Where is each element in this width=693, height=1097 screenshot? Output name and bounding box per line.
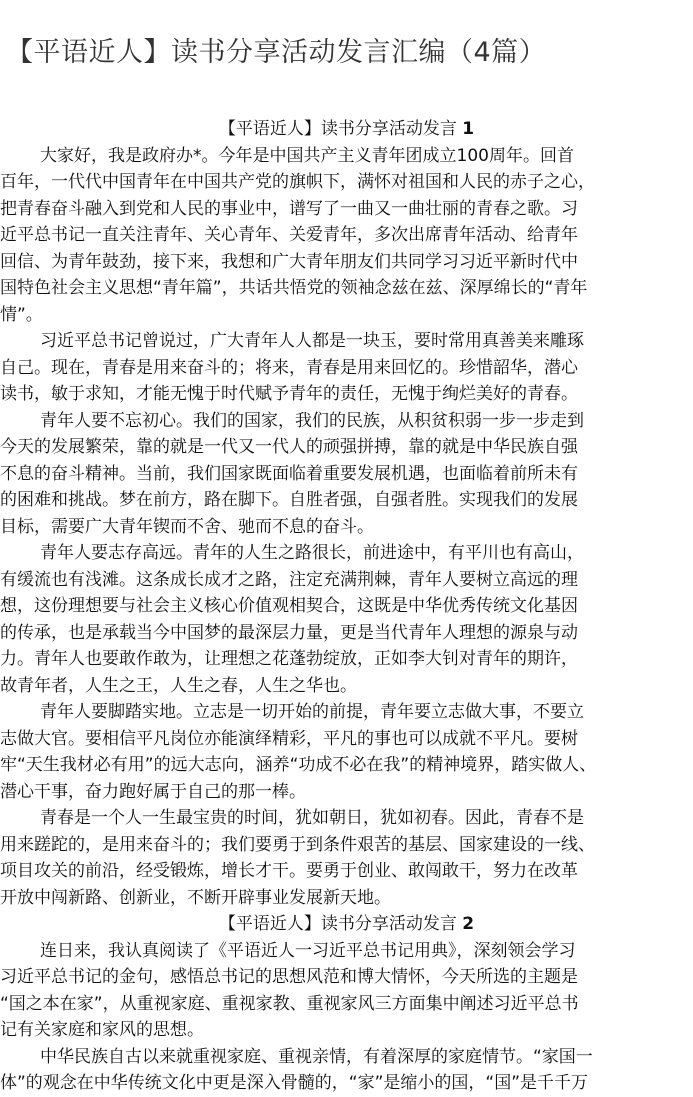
paragraph-line: 回信、为青年鼓劲，接下来，我想和广大青年朋友们共同学习习近平新时代中 (0, 251, 578, 272)
paragraph-line: 不息的奋斗精神。当前，我们国家既面临着重要发展机遇，也面临着前所未有 (0, 463, 578, 484)
paragraph-line: 潜心干事，奋力跑好属于自己的那一棒。 (0, 781, 306, 802)
paragraph-line: 目标，需要广大青年锲而不舍、驰而不息的奋斗。 (0, 516, 374, 537)
paragraph-line: 用来蹉跎的，是用来奋斗的；我们要勇于到条件艰苦的基层、国家建设的一线、 (0, 834, 595, 855)
section-heading (0, 911, 693, 938)
section-heading-text: 【平语近人】读书分享活动发言 (218, 914, 457, 934)
paragraph-line: 今天的发展繁荣，靠的就是一代又一代人的顽强拼搏，靠的就是中华民族自强 (0, 437, 578, 457)
paragraph-line: 情”。 (0, 304, 43, 325)
paragraph-line: “国之本在家”，从重视家庭、重视家教、重视家风三方面集中阐述习近平总书 (0, 993, 579, 1014)
paragraph (0, 328, 693, 408)
paragraph-line: 连日来，我认真阅读了《平语近人一习近平总书记用典》，深刻领会学习 (40, 940, 576, 961)
paragraph-line: 百年，一代代中国青年在中国共产党的旗帜下，满怀对祖国和人民的赤子之心， (0, 172, 595, 192)
paragraph (0, 143, 693, 329)
paragraph-line: 中华民族自古以来就重视家庭、重视亲情，有着深厚的家庭情节。“家国一 (40, 1046, 593, 1067)
paragraph (0, 699, 693, 805)
paragraph-line: 自己。现在，青春是用来奋斗的；将来，青春是用来回忆的。珍惜韶华，潜心 (0, 357, 578, 378)
section-heading-text: 【平语近人】读书分享活动发言 (218, 119, 457, 139)
paragraph-line: 有缓流也有浅滩。这条成长成才之路，注定充满荆棘，青年人要树立高远的理 (0, 569, 578, 590)
paragraph-line: 力。青年人也要敢作敢为，让理想之花蓬勃绽放，正如李大钊对青年的期许， (0, 649, 578, 669)
paragraph-line: 把青春奋斗融入到党和人民的事业中，谱写了一曲又一曲壮丽的青春之歌。习 (0, 198, 578, 219)
paragraph-line: 记有关家庭和家风的思想。 (0, 1020, 204, 1040)
paragraph-line: 近平总书记一直关注青年、关心青年、关爱青年，多次出席青年活动、给青年 (0, 225, 578, 245)
paragraph-line: 开放中闯新路、创新业，不断开辟事业发展新天地。 (0, 887, 391, 908)
paragraph-line: 的困难和挑战。梦在前方，路在脚下。自胜者强，自强者胜。实现我们的发展 (0, 490, 578, 510)
paragraph-line: 故青年者，人生之王，人生之春，人生之华也。 (0, 675, 357, 696)
paragraph-line: 体”的观念在中华传统文化中更是深入骨髓的，“家”是缩小的国，“国”是千千万 (0, 1073, 589, 1093)
paragraph-line: 青年人要脚踏实地。立志是一切开始的前提，青年要立志做大事，不要立 (40, 702, 584, 722)
paragraph-line: 大家好，我是政府办*。今年是中国共产主义青年团成立100周年。回首 (40, 145, 574, 166)
section-heading-number: 1 (462, 119, 475, 139)
paragraph-line: 的传承，也是承载当今中国梦的最深层力量，更是当代青年人理想的源泉与动 (0, 622, 578, 643)
paragraph-line: 国特色社会主义思想“青年篇”，共话共悟党的领袖念兹在兹、深厚绵长的“青年 (0, 278, 588, 298)
paragraph-line: 习近平总书记曾说过，广大青年人人都是一块玉，要时常用真善美来雕琢 (40, 331, 584, 351)
paragraph-line: 青年人要志存高远。青年的人生之路很长，前进途中，有平川也有高山， (40, 543, 584, 563)
paragraph-line: 项目攻关的前沿，经受锻炼，增长才干。要勇于创业、敢闯敢干，努力在改革 (0, 861, 578, 881)
paragraph-line: 读书，敏于求知，才能无愧于时代赋予青年的责任，无愧于绚烂美好的青春。 (0, 384, 578, 404)
paragraph (0, 805, 693, 911)
paragraph-line: 志做大官。要相信平凡岗位亦能演绎精彩，平凡的事也可以成就不平凡。要树 (0, 728, 578, 749)
section-heading (0, 116, 693, 143)
paragraph (0, 1044, 693, 1097)
paragraph-line: 习近平总书记的金句，感悟总书记的思想风范和博大情怀，今天所选的主题是 (0, 967, 578, 987)
document-title: 【平语近人】读书分享活动发言汇编（4篇） (6, 37, 547, 68)
paragraph-line: 牢“天生我材必有用”的远大志向，涵养“功成不必在我”的精神境界，踏实做人、 (0, 755, 597, 775)
paragraph-line: 想，这份理想要与社会主义核心价值观相契合，这既是中华优秀传统文化基因 (0, 596, 578, 616)
document-body (0, 116, 693, 1097)
section-heading-number: 2 (462, 914, 475, 934)
paragraph-line: 青年人要不忘初心。我们的国家，我们的民族，从积贫积弱一步一步走到 (40, 410, 584, 431)
paragraph-line: 青春是一个人一生最宝贵的时间，犹如朝日，犹如初春。因此，青春不是 (40, 808, 584, 828)
paragraph (0, 938, 693, 1044)
paragraph (0, 408, 693, 541)
paragraph (0, 540, 693, 699)
